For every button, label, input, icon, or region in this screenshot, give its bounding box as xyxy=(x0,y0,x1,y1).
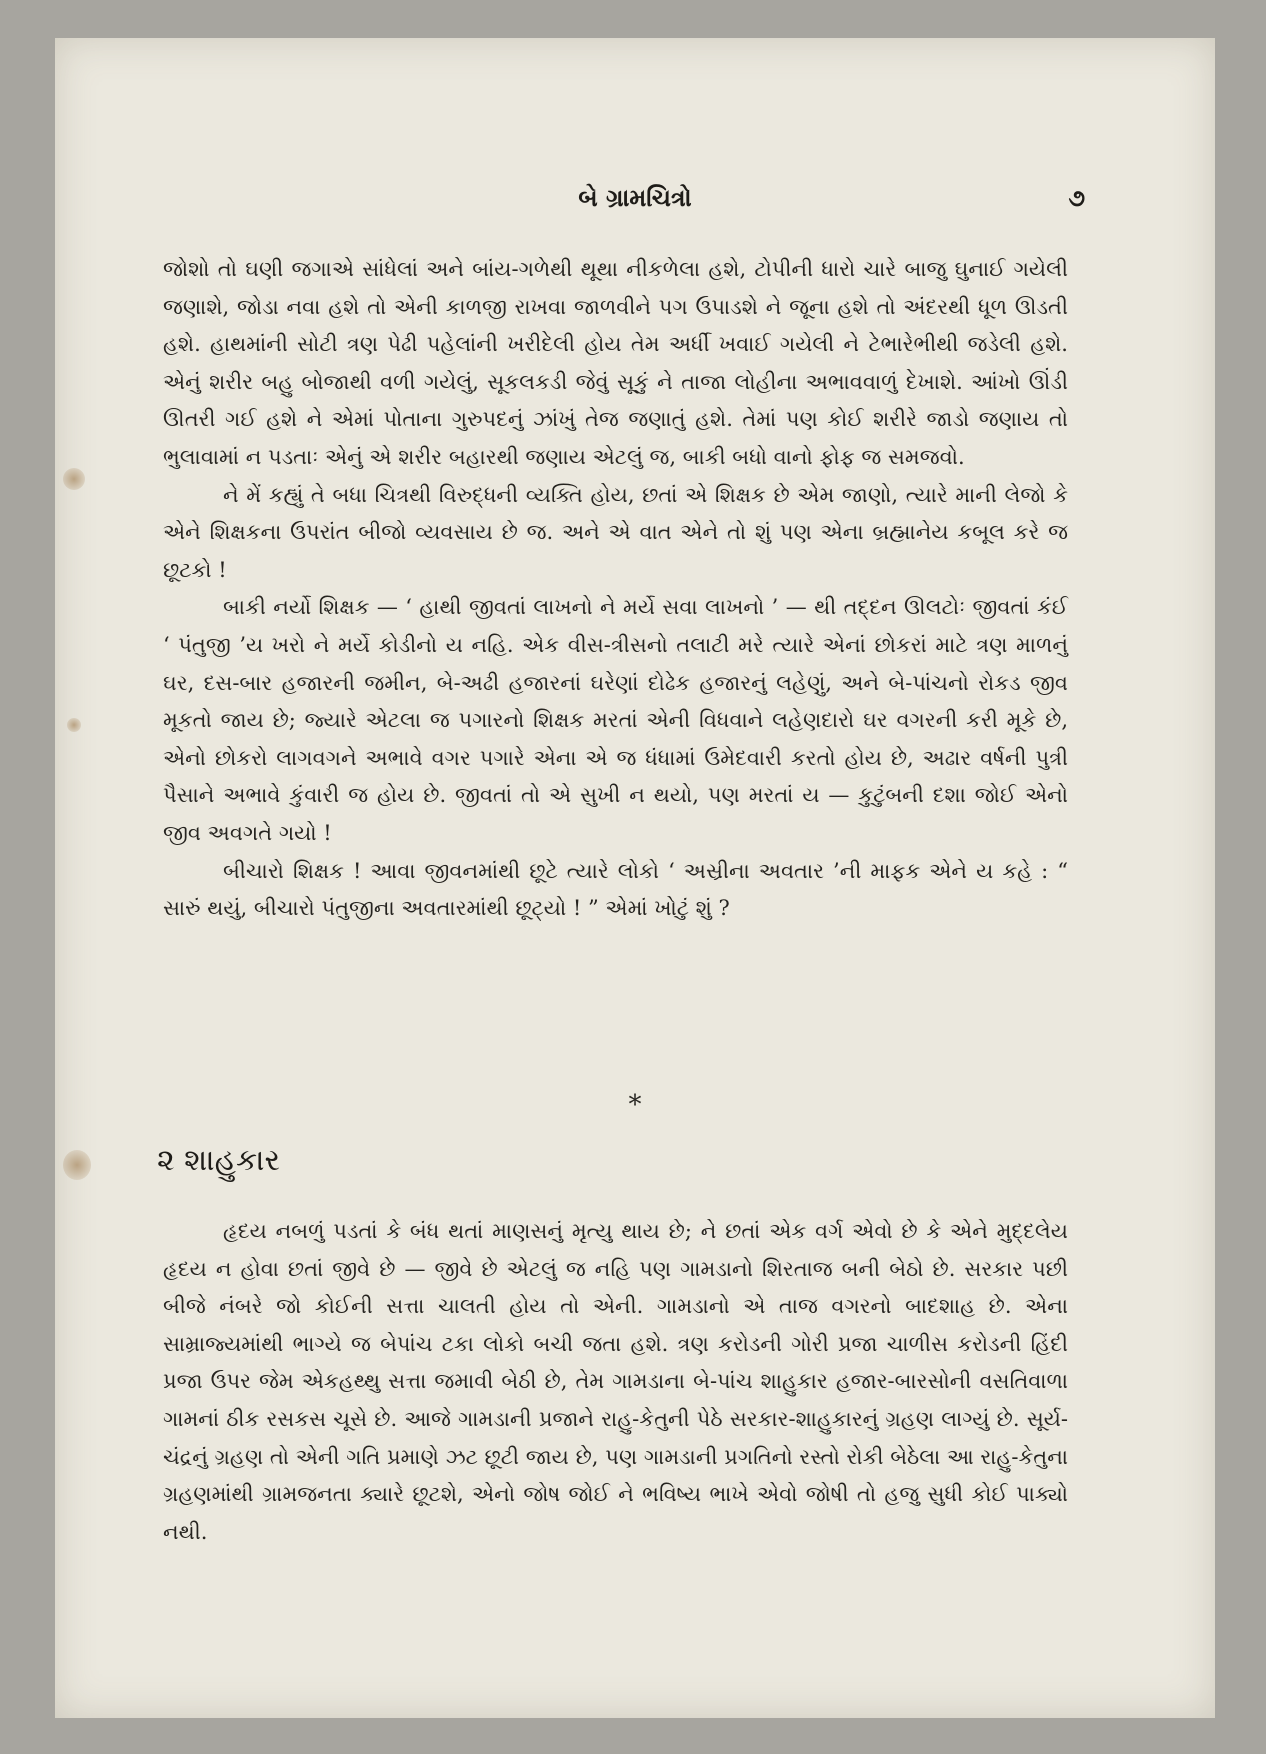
section-divider: * xyxy=(628,1090,642,1120)
book-page xyxy=(55,38,1215,1718)
paragraph: હૃદય નબળું પડતાં કે બંધ થતાં માણસનું મૃત્યુ થાય છે; ને છતાં એક વર્ગ એવો છે કે એને મુદ્દલેય હૃદય ન હોવા છતાં જીવે છે — જીવે છે એટલું જ નહિ પણ ગામડાનો શિરતાજ બની બેઠો છે. સરકાર પછી બીજે નંબરે જો કોઈની સત્તા ચાલતી હોય તો એની. ગામડાનો એ તાજ વગરનો બાદશાહ છે. એના સામ્રાજ્યમાંથી ભાગ્યે જ બેપાંચ ટકા લોકો બચી જતા હશે. ત્રણ કરોડની ગોરી પ્રજા ચાળીસ કરોડની હિંદી પ્રજા ઉપર જેમ એકહથ્થુ સત્તા જમાવી બેઠી છે, તેમ ગામડાના બે-પાંચ શાહુકાર હજાર-બારસોની વસતિવાળા ગામનાં ઠીક રસકસ ચૂસે છે. આજે ગામડાની પ્રજાને રાહુ-કેતુની પેઠે સરકાર-શાહુકારનું ગ્રહણ લાગ્યું છે. સૂર્ય-ચંદ્રનું ગ્રહણ તો એની ગતિ પ્રમાણે ઝટ છૂટી જાય છે, પણ ગામડાની પ્રગતિનો રસ્તો રોકી બેઠેલા આ રાહુ-કેતુના ગ્રહણમાંથી ગ્રામજનતા ક્યારે છૂટશે, એનો જોષ જોઈ ને ભવિષ્ય ભાખે એવો જોષી તો હજુ સુધી કોઈ પાક્યો નથી. xyxy=(163,1219,1068,1544)
paper-stain xyxy=(63,468,85,490)
paragraph: બાકી નર્યો શિક્ષક — ‘ હાથી જીવતાં લાખનો ને મર્યે સવા લાખનો ’ — થી તદ્દન ઊલટોઃ જીવતાં કંઈ ‘ પંતુજી ’ય ખરો ને મર્યે કોડીનો ય નહિ. એક વીસ-ત્રીસનો તલાટી મરે ત્યારે એનાં છોકરાં માટે ત્રણ માળનું ઘર, દસ-બાર હજારની જમીન, બે-અઢી હજારનાં ઘરેણાં દોઢેક હજારનું લહેણું, અને બે-પાંચનો રોકડ જીવ મૂકતો જાય છે; જ્યારે એટલા જ પગારનો શિક્ષક મરતાં એની વિધવાને લહેણદારો ઘર વગરની કરી મૂકે છે, એનો છોકરો લાગવગને અભાવે વગર પગારે એના એ જ ધંધામાં ઉમેદવારી કરતો હોય છે, અઢાર વર્ષની પુત્રી પૈસાને અભાવે કુંવારી જ હોય છે. જીવતાં તો એ સુખી ન થયો, પણ મરતાં ય — કુટુંબની દશા જોઈ એનો જીવ અવગતે ગયો ! xyxy=(163,595,1068,845)
running-title: બે ગ્રામચિત્રો xyxy=(578,183,692,212)
page-number: ૭ xyxy=(1068,183,1085,212)
paragraph: ને મેં કહ્યું તે બધા ચિત્રથી વિરુદ્ધની વ્યક્તિ હોય, છતાં એ શિક્ષક છે એમ જાણો, ત્યારે માની લેજો કે એને શિક્ષકના ઉપરાંત બીજો વ્યવસાય છે જ. અને એ વાત એને તો શું પણ એના બ્રહ્માનેય કબૂલ કરે જ છૂટકો ! xyxy=(163,482,1068,582)
section-2-body xyxy=(163,1213,1068,1551)
paragraph: જોશો તો ઘણી જગાએ સાંધેલાં અને બાંય-ગળેથી થૂથા નીકળેલા હશે, ટોપીની ધારો ચારે બાજુ ઘુનાઈ ગયેલી જણાશે, જોડા નવા હશે તો એની કાળજી રાખવા જાળવીને પગ ઉપાડશે ને જૂના હશે તો અંદરથી ધૂળ ઊડતી હશે. હાથમાંની સોટી ત્રણ પેઢી પહેલાંની ખરીદેલી હોય તેમ અર્ધી ખવાઈ ગયેલી ને ટેભારેભીથી જડેલી હશે. એનું શરીર બહુ બોજાથી વળી ગયેલું, સૂકલકડી જેવું સૂકું ને તાજા લોહીના અભાવવાળું દેખાશે. આંખો ઊંડી ઊતરી ગઈ હશે ને એમાં પોતાના ગુરુપદનું ઝાંખું તેજ જણાતું હશે. તેમાં પણ કોઈ શરીરે જાડો જણાય તો ભુલાવામાં ન પડતાઃ એનું એ શરીર બહારથી જણાય એટલું જ, બાકી બધો વાનો ફોફ જ સમજવો. xyxy=(163,257,1068,469)
page-header xyxy=(55,183,1215,223)
paper-stain xyxy=(67,718,81,732)
section-1-body xyxy=(163,251,1068,928)
section-heading: ૨ શાહુકાર xyxy=(157,1143,280,1178)
paper-stain xyxy=(63,1150,91,1180)
paragraph: બીચારો શિક્ષક ! આવા જીવનમાંથી છૂટે ત્યારે લોકો ‘ અસ્રીના અવતાર ’ની માફક એને ય કહે : “ સારું થયું, બીચારો પંતુજીના અવતારમાંથી છૂટ્યો ! ” એમાં ખોટું શું ? xyxy=(163,858,1068,921)
